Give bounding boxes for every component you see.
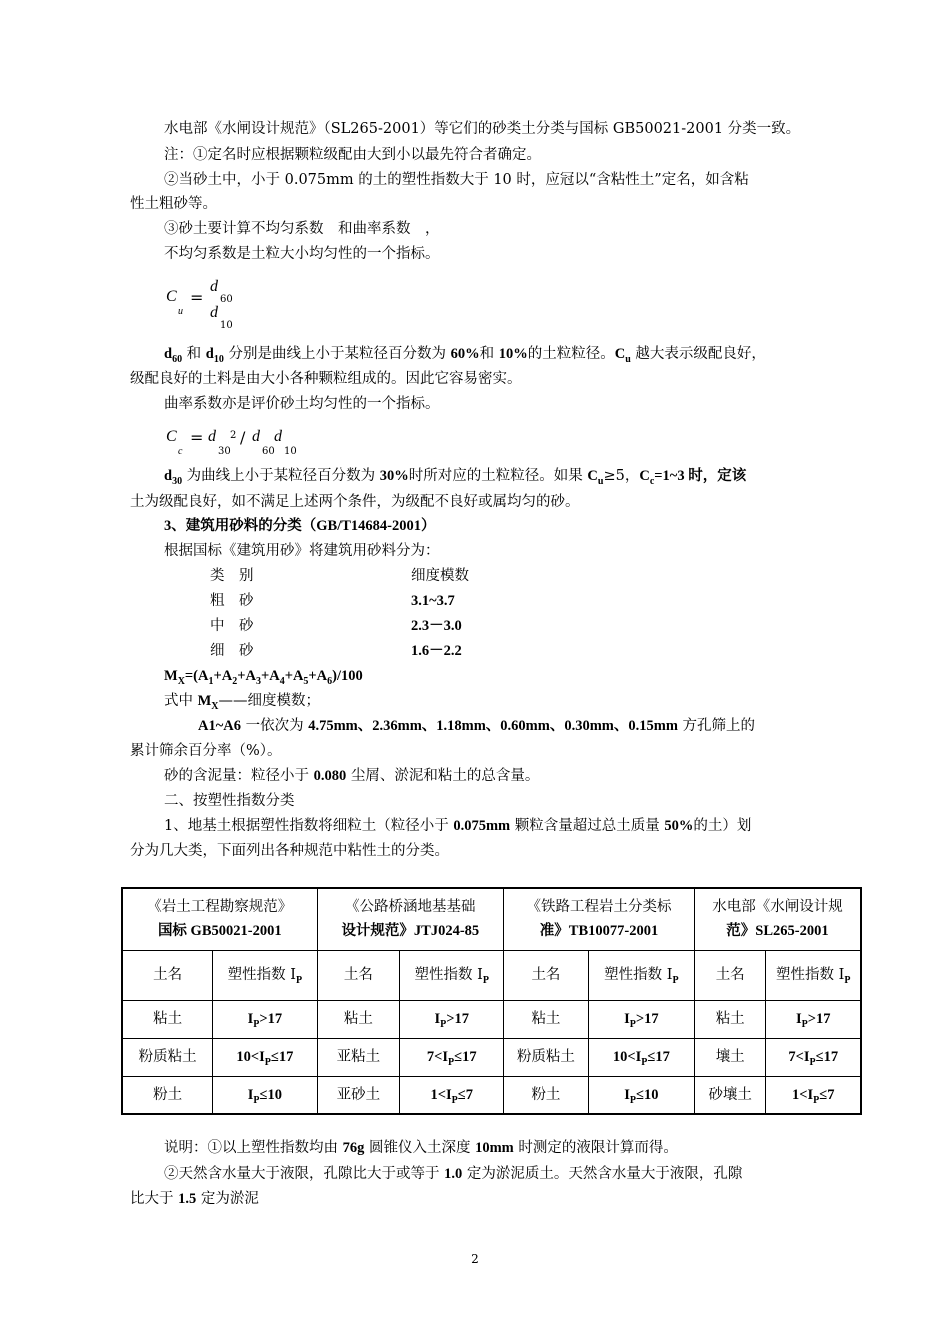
table-cell: 粉质粘土 — [122, 1038, 213, 1076]
table-cell: $1<I_P\le 7$ — [400, 1076, 504, 1114]
table-group-header: 《公路桥涵地基基础 设计规范》JTJ024-85 — [317, 888, 504, 950]
table-group-header: 《铁路工程岩土分类标 准》TB10077-2001 — [504, 888, 695, 950]
sand-row-value: 1.6－2.2 — [411, 643, 462, 659]
table-cell: 粉土 — [122, 1076, 213, 1114]
table-cell: $I_P>17$ — [766, 1000, 861, 1038]
note-2-line1: ②当砂土中，小于 0.075mm 的土的塑性指数大于 10 时，应冠以“含粘性土”定名，如含粘 — [164, 172, 749, 188]
sand-row-name: 粗 砂 — [210, 593, 254, 609]
curvature-desc: 曲率系数亦是评价砂土均匀性的一个指标。 — [164, 396, 440, 412]
table-col-name: 土名 — [504, 950, 589, 1000]
table-col-ip: 塑性指数 $I_P$ — [213, 950, 317, 1000]
section-heading-3: 3、建筑用砂料的分类（GB/T14684-2001） — [164, 518, 436, 534]
mud-content: 砂的含泥量：粒径小于 0.080 尘屑、淤泥和粘土的总含量。 — [164, 768, 540, 784]
plasticity-intro-line1: 1、地基土根据塑性指数将细粒土（粒径小于 0.075mm 颗粒含量超过总土质量 50%的土）划 — [164, 818, 752, 834]
table-cell: $10<I_P\le 17$ — [588, 1038, 694, 1076]
table-note-2-line1: ②天然含水量大于液限，孔隙比大于或等于 1.0 定为淤泥质土。天然含水量大于液限，孔隙 — [164, 1166, 743, 1182]
d60-d10-desc-line1: $d_{60}$ 和 $d_{10}$ 分别是曲线上小于某粒径百分数为 60%和 10%的土粒粒径。$C_u$ 越大表示级配良好， — [164, 346, 766, 365]
table-cell: $I_P>17$ — [400, 1000, 504, 1038]
note-2-line2: 性土粗砂等。 — [130, 196, 217, 212]
sand-intro: 根据国标《建筑用砂》将建筑用砂料分为： — [164, 543, 440, 559]
table-col-name: 土名 — [694, 950, 766, 1000]
note-3: ③砂土要计算不均匀系数 和曲率系数 ， — [164, 221, 440, 237]
sand-row-name: 细 砂 — [210, 643, 254, 659]
table-col-ip: 塑性指数 $I_P$ — [400, 950, 504, 1000]
table-col-name: 土名 — [317, 950, 400, 1000]
table-row — [122, 1076, 861, 1114]
paragraph-sand-classification: 水电部《水闸设计规范》（SL265-2001）等它们的砂类土分类与国标 GB50021-2001 分类一致。 — [164, 121, 801, 137]
section-heading-2: 二、按塑性指数分类 — [164, 793, 295, 809]
mx-formula: $M_X=(A_1+A_2+A_3+A_4+A_5+A_6)/100$ — [164, 668, 363, 687]
table-cell: 壤土 — [694, 1038, 766, 1076]
page-number: 2 — [471, 1252, 479, 1266]
table-cell: $10<I_P\le 17$ — [213, 1038, 317, 1076]
table-note-1: 说明：①以上塑性指数均由 76g 圆锥仪入土深度 10mm 时测定的液限计算而得。 — [164, 1140, 678, 1156]
table-cell: 砂壤土 — [694, 1076, 766, 1114]
formula-cc: C c = d 30 2 / d 60 d 10 — [166, 428, 297, 457]
a1-a6-desc-line2: 累计筛余百分率（%）。 — [130, 743, 282, 759]
d60-d10-desc-line2: 级配良好的土料是由大小各种颗粒组成的。因此它容易密实。 — [130, 371, 522, 387]
table-col-ip: 塑性指数 $I_P$ — [588, 950, 694, 1000]
table-cell: 粘土 — [317, 1000, 400, 1038]
formula-cu: C u = d 60 d 10 — [166, 278, 233, 331]
table-cell: $I_P>17$ — [588, 1000, 694, 1038]
clay-classification-table — [121, 887, 862, 1115]
table-cell: $7<I_P\le 17$ — [766, 1038, 861, 1076]
table-col-name: 土名 — [122, 950, 213, 1000]
mx-definition: 式中 $M_X——$细度模数； — [164, 693, 321, 712]
table-cell: 粉土 — [504, 1076, 589, 1114]
a1-a6-desc-line1: A1~A6 一依次为 4.75mm、2.36mm、1.18mm、0.60mm、0.30mm、0.15mm 方孔筛上的 — [198, 718, 756, 734]
table-group-header: 水电部《水闸设计规 范》SL265-2001 — [694, 888, 861, 950]
sand-row-name: 中 砂 — [210, 618, 254, 634]
table-col-ip: 塑性指数 $I_P$ — [766, 950, 861, 1000]
table-cell: $I_P>17$ — [213, 1000, 317, 1038]
uniformity-desc: 不均匀系数是土粒大小均匀性的一个指标。 — [164, 246, 440, 262]
sand-header-fineness: 细度模数 — [411, 568, 469, 584]
table-cell: $I_P\le 10$ — [213, 1076, 317, 1114]
table-column-header-row — [122, 950, 861, 1000]
table-cell: 粘土 — [122, 1000, 213, 1038]
table-cell: $1<I_P\le 7$ — [766, 1076, 861, 1114]
table-note-2-line2: 比大于 1.5 定为淤泥 — [130, 1191, 259, 1207]
table-row — [122, 1038, 861, 1076]
table-row — [122, 1000, 861, 1038]
table-cell: $I_P\le 10$ — [588, 1076, 694, 1114]
sand-header-category: 类 别 — [210, 568, 254, 584]
table-cell: 亚粘土 — [317, 1038, 400, 1076]
table-cell: $7<I_P\le 17$ — [400, 1038, 504, 1076]
plasticity-intro-line2: 分为几大类，下面列出各种规范中粘性土的分类。 — [130, 843, 449, 859]
table-cell: 粘土 — [504, 1000, 589, 1038]
sand-row-value: 2.3－3.0 — [411, 618, 462, 634]
table-cell: 亚砂土 — [317, 1076, 400, 1114]
note-1: 注：①定名时应根据颗粒级配由大到小以最先符合者确定。 — [164, 147, 541, 163]
table-group-header: 《岩土工程勘察规范》 国标 GB50021-2001 — [122, 888, 317, 950]
sand-row-value: 3.1~3.7 — [411, 593, 455, 609]
d30-desc-line1: $d_{30}$ 为曲线上小于某粒径百分数为 30%时所对应的土粒粒径。如果 $C_u\ge 5$，$C_c=1\sim 3$ 时，定该 — [164, 468, 747, 487]
d30-desc-line2: 土为级配良好，如不满足上述两个条件，为级配不良好或属均匀的砂。 — [130, 494, 580, 510]
table-group-header-row — [122, 888, 861, 950]
table-cell: 粉质粘土 — [504, 1038, 589, 1076]
table-cell: 粘土 — [694, 1000, 766, 1038]
